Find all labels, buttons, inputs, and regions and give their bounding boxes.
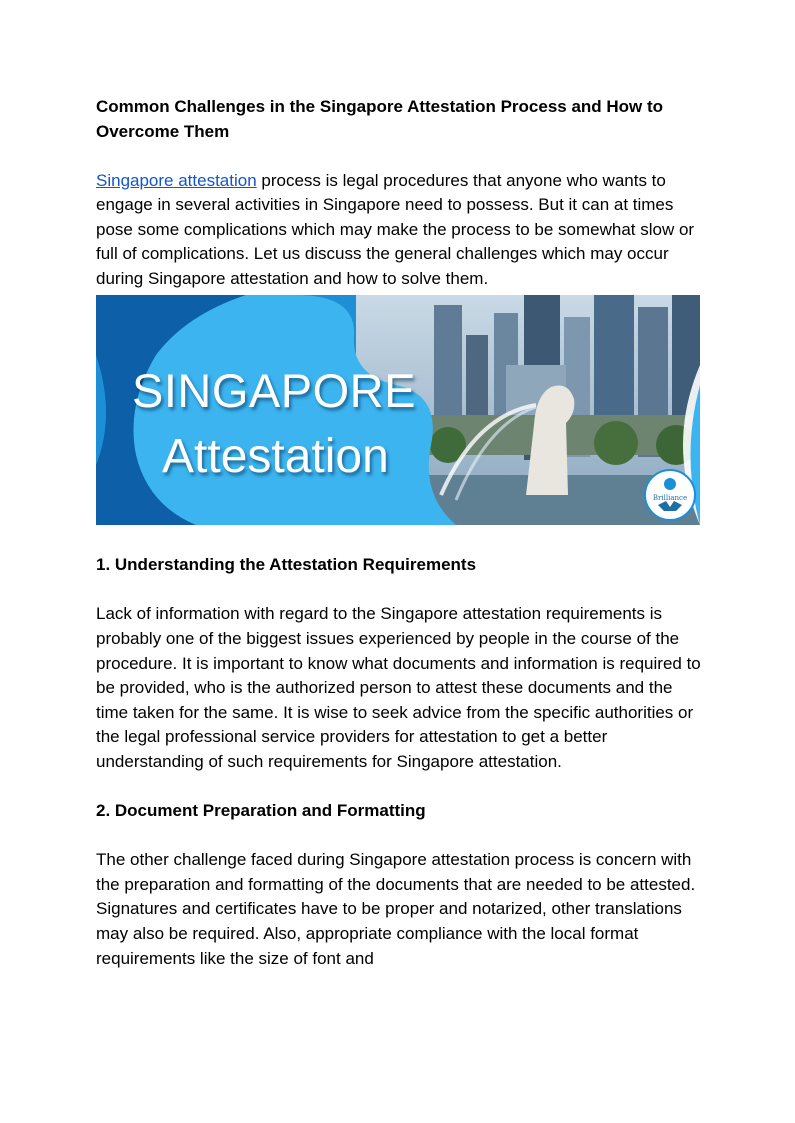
section-1-body: Lack of information with regard to the Singapore attestation requirements is probably one of the biggest issues experienced by people in the course of the procedure. It is important to know what documents and information is required to be provided, who is the authorized person to attest these documents and the time taken for the same. It is wise to seek advice from the specific authorities or the legal professional service providers for attestation to get a better understanding of such requirements for Singapore attestation. — [96, 604, 701, 771]
singapore-attestation-banner — [96, 295, 700, 525]
brilliance-logo — [644, 469, 696, 521]
section-2-heading: 2. Document Preparation and Formatting — [96, 801, 426, 821]
singapore-attestation-link[interactable]: Singapore attestation — [96, 170, 257, 190]
intro-text: process is legal procedures that anyone who wants to engage in several activities in Singapore need to possess. But it can at times pose some complications which may make the process to be somewhat slow or full of complications. Let us discuss the general challenges which may occur during Singapore attestation and how to solve them. — [96, 170, 695, 288]
banner-title-line1: SINGAPORE — [132, 363, 416, 417]
banner-title-line2: Attestation — [162, 429, 389, 483]
logo-text: Brilliance — [652, 493, 688, 502]
section-2-body: The other challenge faced during Singapore attestation process is concern with the preparation and formatting of the documents that are needed to be attested. Signatures and certificates have to be proper and notarized, other translations may also be required. Also, appropriate compliance with the local format requirements like the size of font and — [96, 850, 696, 968]
section-1-heading: 1. Understanding the Attestation Requirements — [96, 555, 477, 575]
page-title: Common Challenges in the Singapore Attestation Process and How to Overcome Them — [96, 97, 664, 141]
document-page — [96, 94, 704, 971]
intro-paragraph — [96, 169, 704, 292]
